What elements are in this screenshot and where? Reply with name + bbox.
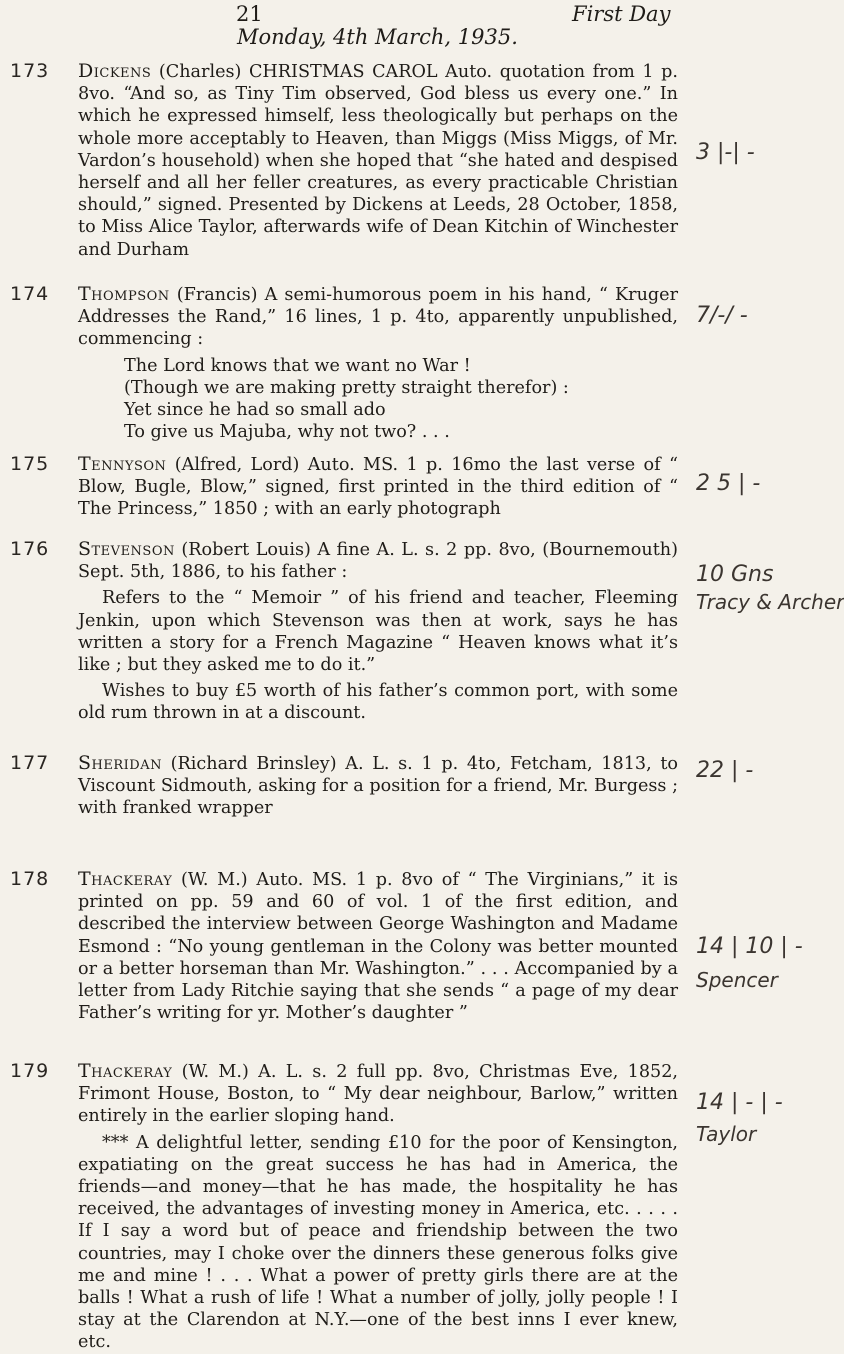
lot-paragraph: Refers to the “ Memoir ” of his friend and teacher, Fleeming Jenkin, upon which Stevenson was then at work, says he has written a story for a French Magazine “ Heaven knows what it’s like ; but they asked me to do it.” <box>78 588 678 676</box>
price-annotation: 22 | - <box>696 758 754 783</box>
lot-author: Dickens <box>78 60 152 82</box>
lot-author: Sheridan <box>78 752 162 774</box>
poem-line: The Lord knows that we want no War ! <box>124 355 471 376</box>
lot-paragraph: (Robert Louis) A fine A. L. s. 2 pp. 8vo, (Bournemouth) Sept. 5th, 1886, to his father : <box>78 540 678 583</box>
lot-paragraph: (Richard Brinsley) A. L. s. 1 p. 4to, Fetcham, 1813, to Viscount Sidmouth, asking for a position for a friend, Mr. Burgess ; with franked wrapper <box>78 754 679 819</box>
lot-description <box>78 60 678 261</box>
lot-author: Thackeray <box>78 1060 173 1082</box>
sale-date: Monday, 4th March, 1935. <box>237 25 518 49</box>
lot-paragraph: (Charles) CHRISTMAS CAROL Auto. quotation from 1 p. 8vo. “And so, as Tiny Tim observed, God bless us every one.” In which he expressed himself, less theologically but perhaps on the whole more acceptably to Heaven, than Miggs (Miss Miggs, of Mr. Vardon’s household) when she hoped that “she hated and despised herself and all her feller creatures, as every practicable Christian should,” signed. Presented by Dickens at Leeds, 28 October, 1858, to Miss Alice Taylor, afterwards wife of Dean Kitchin of Winchester and Durham <box>78 62 678 260</box>
buyer-annotation: Spencer <box>696 968 778 992</box>
lot-author: Thompson <box>78 283 170 305</box>
price-annotation: 14 | 10 | - <box>696 934 803 959</box>
lot-number: 173 <box>10 60 50 82</box>
poem-line: (Though we are making pretty straight therefor) : <box>124 377 569 398</box>
lot-number: 174 <box>10 283 50 305</box>
lot-number: 176 <box>10 538 50 560</box>
lot-description <box>78 283 678 443</box>
lot-paragraph: (Francis) A semi-humorous poem in his hand, “ Kruger Addresses the Rand,” 16 lines, 1 p. 4to, apparently unpublished, commencing : <box>78 285 679 350</box>
price-annotation: 2 5 | - <box>696 471 761 496</box>
price-annotation: 14 | - | - <box>696 1090 783 1115</box>
page-number: 21 <box>236 2 263 26</box>
lot-paragraph: (W. M.) Auto. MS. 1 p. 8vo of “ The Virginians,” it is printed on pp. 59 and 60 of vol. 1 of the first edition, and described the interview between George Washington and Madame Esmond : “No young gentleman in the Colony was better mounted or a better horseman than Mr. Washington.” . . . Accompanied by a letter from Lady Ritchie saying that she sends “ a page of my dear Father’s writing for yr. Mother’s daughter ” <box>78 870 678 1024</box>
buyer-annotation: Taylor <box>696 1122 757 1146</box>
price-annotation: 7/-/ - <box>696 303 748 328</box>
lot-paragraph: (Alfred, Lord) Auto. MS. 1 p. 16mo the last verse of “ Blow, Bugle, Blow,” signed, first printed in the third edition of “ The Princess,” 1850 ; with an early photograph <box>78 455 678 520</box>
poem-line: To give us Majuba, why not two? . . . <box>124 422 450 443</box>
lot-number: 177 <box>10 752 50 774</box>
lot-paragraph: Wishes to buy £5 worth of his father’s common port, with some old rum thrown in at a discount. <box>78 681 678 724</box>
lot-description <box>78 1060 678 1354</box>
lot-description <box>78 752 678 820</box>
lot-author: Tennyson <box>78 453 167 475</box>
buyer-annotation: Tracy & Archer <box>696 590 844 614</box>
page-header <box>0 2 800 62</box>
lot-author: Stevenson <box>78 538 175 560</box>
lot-number: 175 <box>10 453 50 475</box>
lot-description <box>78 538 678 725</box>
price-annotation: 3 |-| - <box>696 140 755 165</box>
lot-description <box>78 453 678 521</box>
lot-number: 178 <box>10 868 50 890</box>
lot-number: 179 <box>10 1060 50 1082</box>
lot-paragraph: *** A delightful letter, sending £10 for the poor of Kensington, expatiating on the great success he has had in America, the friends—and money—that he has made, the hospitality he has received, the advantages of investing money in America, etc. . . . . If I say a word but of peace and friendship between the two countries, may I choke over the dinners these generous folks give me and mine ! . . . What a power of pretty girls there are at the balls ! What a rush of life ! What a number of jolly, jolly people ! I stay at the Clarendon at N.Y.—one of the best inns I ever knew, etc. <box>78 1132 678 1353</box>
lot-description <box>78 868 678 1024</box>
sale-day: First Day <box>572 2 671 26</box>
poem-line: Yet since he had so small ado <box>124 400 386 421</box>
price-annotation: 10 Gns <box>696 562 774 587</box>
lot-author: Thackeray <box>78 868 173 890</box>
lot-paragraph: (W. M.) A. L. s. 2 full pp. 8vo, Christmas Eve, 1852, Frimont House, Boston, to “ My dear neighbour, Barlow,” written entirely in the earlier sloping hand. <box>78 1062 679 1127</box>
